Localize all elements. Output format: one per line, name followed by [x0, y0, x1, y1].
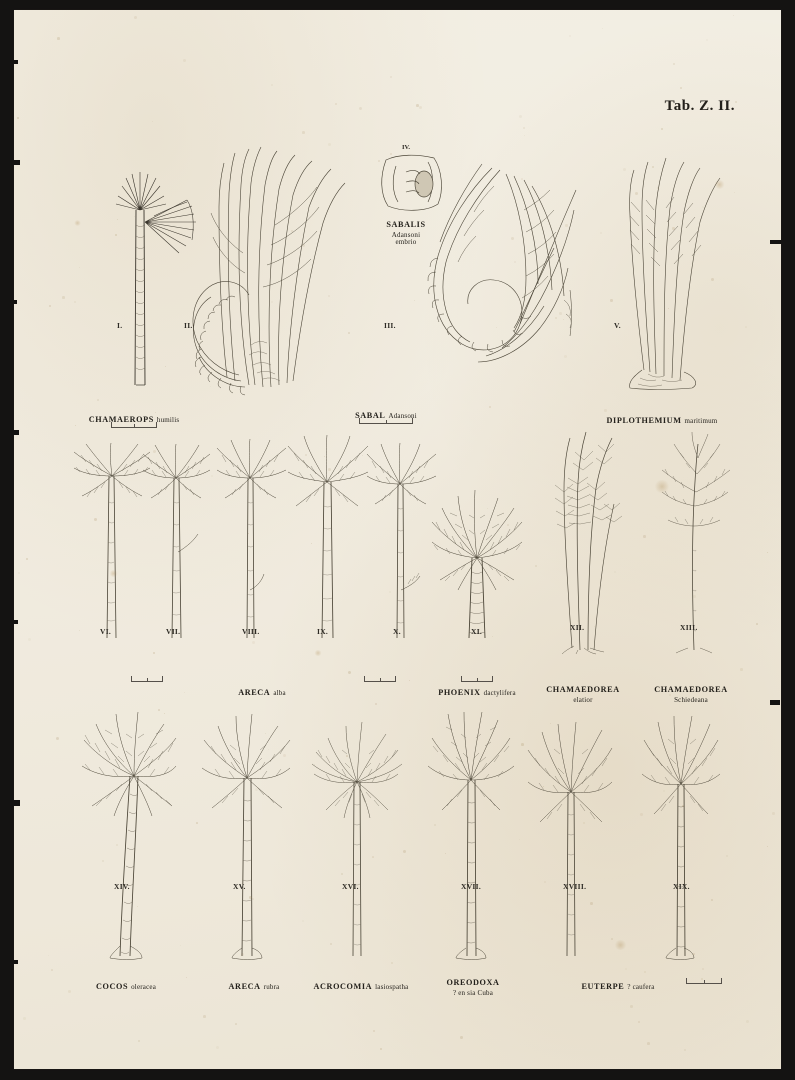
figure-number: IX. [317, 627, 329, 636]
caption-species: oleracea [131, 983, 157, 991]
scale-bar [111, 422, 157, 428]
figure-sabal-leafbase-ii [179, 145, 359, 395]
paper-speck [416, 104, 419, 107]
paper-speck [375, 703, 377, 705]
paper-speck [18, 572, 20, 574]
paper-speck [26, 558, 28, 560]
scale-bar [359, 418, 413, 424]
paper-speck [460, 1036, 463, 1039]
scale-bar [686, 978, 722, 984]
figure-number: V. [614, 321, 621, 330]
figure-number: XV. [233, 882, 246, 891]
figure-number: VII. [166, 627, 181, 636]
caption-genus: OREODOXA [446, 978, 500, 987]
figure-cocos-oleracea [76, 706, 180, 960]
paper-speck [373, 1030, 375, 1032]
figure-euterpe-xviii [524, 716, 616, 960]
paper-stain [314, 650, 322, 656]
caption-genus: CHAMAEROPS [88, 415, 154, 424]
paper-speck [610, 299, 613, 302]
paper-speck [335, 103, 337, 105]
paper-speck [302, 920, 304, 922]
paper-speck [519, 115, 522, 118]
caption-species: Schiedeana [674, 695, 708, 704]
caption-species: lasiospatha [375, 983, 409, 991]
figure-number: XIII. [680, 623, 698, 632]
paper-speck [569, 35, 571, 37]
paper-speck [51, 969, 53, 971]
caption-species: humilis [156, 416, 180, 424]
species-caption [607, 411, 718, 428]
paper-speck [391, 962, 393, 964]
figure-number: XIX. [673, 882, 690, 891]
paper-speck [524, 135, 525, 136]
paper-speck [302, 131, 305, 134]
paper-speck [767, 846, 768, 847]
paper-speck [79, 267, 80, 268]
scale-bar [461, 676, 493, 682]
paper-speck [684, 1049, 686, 1051]
paper-speck [196, 822, 198, 824]
paper-sheet [14, 10, 781, 1069]
species-caption [96, 977, 156, 994]
species-caption [581, 977, 654, 994]
paper-speck [519, 839, 520, 840]
figure-phoenix-dactylifera [430, 480, 524, 642]
paper-speck [772, 812, 775, 815]
paper-speck [23, 1017, 26, 1020]
figure-areca-rubra [200, 710, 292, 960]
figure-areca-alba-ix [286, 434, 372, 642]
scale-bar [131, 676, 163, 682]
caption-genus: COCOS [95, 982, 129, 991]
paper-speck [630, 1005, 633, 1008]
figure-number: XII. [570, 623, 585, 632]
species-caption [238, 683, 286, 700]
caption-genus: ARECA [228, 982, 261, 991]
paper-speck [403, 850, 406, 853]
figure-diplothemium-maritimum [614, 150, 734, 390]
paper-speck [390, 76, 392, 78]
paper-speck [152, 121, 153, 122]
inset-figure-label: IV. [401, 144, 411, 151]
paper-speck [702, 968, 704, 970]
paper-speck [409, 680, 410, 681]
caption-genus: CHAMAEDOREA [546, 685, 620, 694]
caption-genus: EUTERPE [581, 982, 625, 991]
figure-areca-alba-vii [140, 442, 214, 642]
paper-speck [235, 1023, 237, 1025]
figure-chamaedorea-schiedeana [650, 430, 738, 654]
paper-speck [62, 296, 65, 299]
paper-speck [419, 106, 422, 109]
figure-number: VIII. [242, 627, 260, 636]
species-caption [446, 973, 499, 997]
figure-areca-alba-viii [214, 438, 292, 642]
paper-speck [489, 406, 491, 408]
caption-species: alba [273, 689, 286, 697]
figure-number: X. [393, 627, 401, 636]
paper-speck [673, 63, 675, 65]
caption-species: dactylifera [483, 689, 516, 697]
paper-speck [726, 855, 728, 857]
paper-speck [746, 1020, 749, 1023]
caption-genus: DIPLOTHEMIUM [606, 416, 682, 425]
paper-speck [359, 107, 362, 110]
figure-number: I. [117, 321, 123, 330]
caption-species: elatior [573, 695, 593, 704]
paper-speck [184, 692, 185, 693]
figure-sabal-embryo-inset [372, 152, 452, 214]
paper-speck [183, 59, 186, 62]
paper-speck [138, 1040, 140, 1042]
paper-speck [271, 84, 273, 86]
plate-number-label: Tab. Z. II. [664, 98, 735, 114]
figure-number: VI. [100, 627, 112, 636]
caption-genus: SABALIS [386, 220, 426, 229]
paper-speck [767, 552, 768, 553]
species-caption [546, 680, 619, 704]
paper-speck [734, 192, 735, 193]
caption-species: Adansoni embrio [391, 230, 421, 247]
figure-number: III. [384, 321, 396, 330]
caption-species: ? caufera [627, 983, 655, 991]
figure-number: XVIII. [563, 882, 587, 891]
figure-number: XI. [471, 627, 483, 636]
paper-speck [68, 990, 71, 993]
paper-speck [680, 87, 682, 89]
paper-speck [57, 37, 60, 40]
paper-speck [602, 28, 603, 29]
species-caption [229, 977, 280, 994]
paper-speck [153, 652, 155, 654]
paper-speck [48, 955, 49, 956]
paper-speck [523, 127, 525, 129]
paper-speck [644, 971, 646, 973]
caption-genus: ACROCOMIA [313, 982, 373, 991]
paper-speck [28, 638, 31, 641]
paper-speck [643, 535, 646, 538]
paper-speck [134, 16, 137, 19]
species-caption [386, 215, 425, 246]
paper-speck [17, 117, 19, 119]
paper-speck [56, 737, 59, 740]
paper-speck [75, 425, 76, 426]
paper-speck [600, 232, 602, 234]
figure-number: XVI. [342, 882, 359, 891]
paper-speck [380, 1048, 382, 1050]
figure-chamaedorea-elatior [534, 430, 634, 654]
species-caption [314, 977, 409, 994]
paper-speck [49, 305, 51, 307]
caption-genus: ARECA [238, 688, 271, 697]
caption-genus: SABAL [355, 411, 386, 420]
caption-species: maritimum [684, 417, 718, 425]
figure-acrocomia-lasiospatha [310, 716, 402, 960]
paper-speck [661, 128, 663, 130]
species-caption [438, 683, 516, 700]
paper-stain [74, 220, 81, 226]
paper-speck [74, 301, 76, 303]
caption-genus: PHOENIX [438, 688, 481, 697]
species-caption [654, 680, 727, 704]
paper-speck [625, 968, 627, 970]
figure-number: XIV. [114, 882, 130, 891]
paper-speck [647, 1042, 650, 1045]
scale-bar [364, 676, 396, 682]
caption-genus: CHAMAEDOREA [654, 685, 728, 694]
caption-species: ? en sia Cuba [452, 988, 494, 997]
figure-number: II. [184, 321, 193, 330]
paper-speck [756, 623, 758, 625]
figure-euterpe-xix [636, 710, 726, 960]
caption-species: Adansoni [388, 412, 417, 420]
paper-speck [733, 15, 734, 16]
paper-speck [740, 668, 743, 671]
paper-speck [180, 945, 181, 946]
figure-oreodoxa [426, 710, 516, 960]
figure-number: XVII. [461, 882, 482, 891]
paper-speck [186, 977, 187, 978]
paper-speck [706, 39, 708, 41]
paper-speck [216, 1046, 219, 1049]
paper-speck [638, 1021, 640, 1023]
paper-speck [203, 1015, 206, 1018]
caption-species: rubra [263, 983, 280, 991]
paper-speck [745, 326, 747, 328]
paper-speck [735, 101, 737, 103]
paper-speck [348, 671, 351, 674]
